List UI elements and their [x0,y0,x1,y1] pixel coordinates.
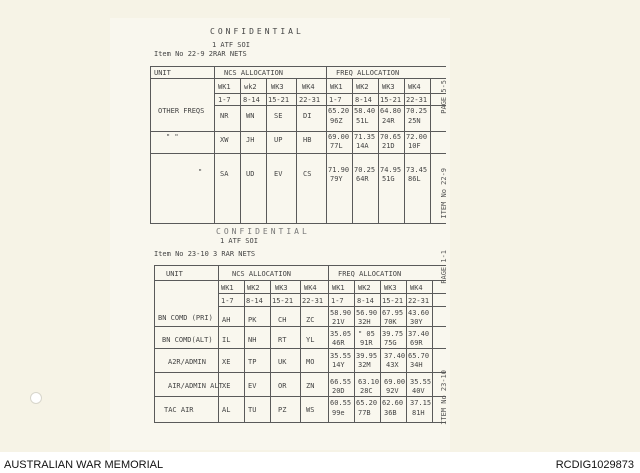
item1-row-ncs: JH [246,136,255,144]
item1-date-freq: 1-7 [329,96,342,104]
item1-row-ncs: EV [274,170,283,178]
item1-row-unit: OTHER FREQS [158,107,205,115]
item2-row-ncs: WS [306,406,315,414]
item2-row-chan: 32H [358,318,371,326]
item1-title-line1: 1 ATF SOI [212,41,250,49]
item2-row-chan: 34H [410,361,423,369]
item1-date-ncs: 15-21 [268,96,290,104]
item2-row-freq: 37.15 [410,399,432,407]
item2-rule [154,265,446,266]
item1-row-ncs: SE [274,112,283,120]
item1-wk-freq: WK4 [408,83,421,91]
item1-row-chan: 64R [356,175,369,183]
item2-wk-ncs: WK4 [304,284,317,292]
item2-wk-ncs: WK1 [221,284,234,292]
item2-row-ncs: ZN [306,382,315,390]
item2-row-ncs: YL [306,336,315,344]
item2-row-ncs: AH [222,316,231,324]
item1-row-chan: 51G [382,175,395,183]
item2-row-freq: 35.55 [330,352,352,360]
item1-row-chan: 24R [382,117,395,125]
item2-title-line2: Item No 23-10 3 RAR NETS [154,250,256,258]
item2-date-freq: 8-14 [357,297,374,305]
item1-date-freq: 22-31 [406,96,428,104]
item1-row-ncs: NR [220,112,229,120]
item2-row-freq: " 05 [358,330,375,338]
item1-wk-freq: WK2 [356,83,369,91]
item2-row-freq: 43.60 [408,309,430,317]
item1-col-rule [266,78,267,223]
item2-row-freq: 56.90 [356,309,378,317]
item2-row-chan: 69R [410,339,423,347]
item1-row-chan: 77L [330,142,343,150]
item2-wk-freq: WK1 [332,284,345,292]
item1-margin-page: PAGE 5-5 [440,80,448,114]
item2-row-chan: 36B [384,409,397,417]
item2-row-chan: 77B [358,409,371,417]
item1-col-rule [352,78,353,223]
item2-row-chan: 30Y [410,318,423,326]
item1-row-chan: 86L [408,175,421,183]
item2-wk-freq: WK4 [410,284,423,292]
item2-row-freq: 39.95 [356,352,378,360]
item1-row-ncs: SA [220,170,229,178]
item2-row-ncs: IL [222,336,231,344]
item1-row-chan: 25N [408,117,421,125]
item1-row-chan: 10F [408,142,421,150]
item2-wk-ncs: WK3 [275,284,288,292]
item2-row-freq: 63.10 [358,378,380,386]
item2-row-freq: 35.55 [410,378,432,386]
item1-row-freq: 71.90 [328,166,350,174]
item1-col-rule [150,66,151,223]
item1-wk-ncs: WK4 [302,83,315,91]
item1-row-freq: 74.95 [380,166,402,174]
item1-rule [150,78,446,79]
item2-head-freq: FREQ ALLOCATION [338,270,402,278]
item2-row-chan: 70K [384,318,397,326]
item2-row-ncs: TP [248,358,257,366]
item1-row-ncs: WN [246,112,255,120]
item2-row-ncs: EV [248,382,257,390]
item2-row-chan: 81H [412,409,425,417]
item1-row-freq: 69.00 [328,133,350,141]
item2-col-rule [432,280,433,422]
item2-rule [218,306,446,307]
item2-date-ncs: 1-7 [221,297,234,305]
item2-row-ncs: AL [222,406,231,414]
item2-row-freq: 35.05 [330,330,352,338]
item1-row-chan: 96Z [330,117,343,125]
item1-wk-freq: WK3 [382,83,395,91]
item1-row-unit: " [198,168,203,176]
item1-title-line2: Item No 22-9 2RAR NETS [154,50,247,58]
item2-row-chan: 46R [332,339,345,347]
item1-rule [150,223,446,224]
item1-row-freq: 70.25 [354,166,376,174]
item2-row-unit: A2R/ADMIN [168,358,206,366]
item2-row-ncs: XE [222,358,231,366]
item2-row-freq: 58.90 [330,309,352,317]
item1-row-freq: 73.45 [406,166,428,174]
item1-wk-ncs: WK1 [218,83,231,91]
item2-row-ncs: RT [278,336,287,344]
item2-row-freq: 39.75 [382,330,404,338]
item2-date-freq: 1-7 [331,297,344,305]
item1-wk-ncs: wk2 [244,83,257,91]
item2-margin-item: ITEM No 23-10 [440,370,448,425]
item2-row-unit: BN COMD(ALT) [162,336,213,344]
item1-row-unit: " " [166,133,179,141]
item2-row-ncs: OR [278,382,287,390]
item2-date-ncs: 15-21 [272,297,294,305]
item2-row-unit: AIR/ADMIN ALT [168,382,223,390]
item1-margin-item: ITEM No 22-9 [440,168,448,219]
classification-top: CONFIDENTIAL [210,27,304,36]
item2-row-unit: TAC AIR [164,406,194,414]
item1-date-ncs: 1-7 [218,96,231,104]
item1-row-ncs: HB [303,136,312,144]
item2-col-rule [270,280,271,422]
item2-row-chan: 21V [332,318,345,326]
item1-wk-freq: WK1 [330,83,343,91]
item1-rule [214,105,446,106]
item2-row-freq: 66.55 [330,378,352,386]
item2-title-line1: 1 ATF SOI [220,237,258,245]
item2-row-chan: 32M [358,361,371,369]
item2-row-freq: 37.40 [408,330,430,338]
signal-sheet [110,18,450,450]
archive-footer [0,456,640,473]
item1-rule [214,93,446,94]
item1-row-freq: 64.80 [380,107,402,115]
item2-col-rule [154,265,155,422]
item1-row-freq: 71.35 [354,133,376,141]
item2-col-rule [354,280,355,422]
item1-date-freq: 15-21 [380,96,402,104]
item1-col-rule [326,66,327,223]
item2-col-rule [300,280,301,422]
item1-row-freq: 58.40 [354,107,376,115]
item2-rule [154,422,446,423]
item1-row-ncs: XW [220,136,229,144]
item2-row-ncs: ZC [306,316,315,324]
item2-date-ncs: 8-14 [246,297,263,305]
item2-rule [218,293,446,294]
item2-head-unit: UNIT [166,270,183,278]
item2-col-rule [328,265,329,422]
item2-col-rule [406,280,407,422]
item2-row-ncs: TU [248,406,257,414]
item1-rule [150,66,446,67]
item2-row-freq: 62.60 [382,399,404,407]
item2-margin-page: PAGE 1-1 [440,250,448,284]
item1-col-rule [240,78,241,223]
item1-wk-ncs: WK3 [271,83,284,91]
item1-head-freq: FREQ ALLOCATION [336,69,400,77]
item1-row-chan: 14A [356,142,369,150]
footer-archive-name: AUSTRALIAN WAR MEMORIAL [4,459,164,471]
item2-row-freq: 37.40 [384,352,406,360]
item1-row-freq: 72.00 [406,133,428,141]
item2-row-ncs: XE [222,382,231,390]
item1-col-rule [296,78,297,223]
item2-row-freq: 65.20 [356,399,378,407]
item2-row-ncs: NH [248,336,257,344]
classification-mid: CONFIDENTIAL [216,227,310,236]
item2-date-ncs: 22-31 [302,297,324,305]
item2-row-freq: 65.70 [408,352,430,360]
item2-row-freq: 69.00 [384,378,406,386]
item2-row-ncs: PZ [278,406,287,414]
item2-col-rule [244,280,245,422]
item2-row-ncs: UK [278,358,287,366]
footer-record-id: RCDIG1029873 [555,459,634,471]
item1-row-freq: 65.20 [328,107,350,115]
item2-row-chan: 99e [332,409,345,417]
item2-row-ncs: CH [278,316,287,324]
item2-head-ncs: NCS ALLOCATION [232,270,292,278]
item1-col-rule [404,78,405,223]
item2-date-freq: 22-31 [408,297,430,305]
item2-row-freq: 60.55 [330,399,352,407]
item2-wk-freq: WK3 [384,284,397,292]
item2-row-chan: 43X [386,361,399,369]
item2-row-chan: 20D [332,387,345,395]
item1-rule [150,131,446,132]
item2-row-unit: BN COMD (PRI) [158,314,213,322]
item2-row-freq: 67.95 [382,309,404,317]
item1-head-unit: UNIT [154,69,171,77]
item1-row-freq: 70.25 [406,107,428,115]
item2-row-chan: 14Y [332,361,345,369]
item1-row-chan: 51L [356,117,369,125]
item2-row-chan: 40V [412,387,425,395]
item1-rule [150,153,446,154]
item1-row-ncs: DI [303,112,312,120]
item2-row-ncs: PK [248,316,257,324]
item1-col-rule [378,78,379,223]
item1-date-ncs: 22-31 [299,96,321,104]
item1-row-chan: 79Y [330,175,343,183]
item1-col-rule [214,66,215,223]
item2-wk-ncs: WK2 [247,284,260,292]
item1-row-chan: 21D [382,142,395,150]
item1-head-ncs: NCS ALLOCATION [224,69,284,77]
item1-date-freq: 8-14 [355,96,372,104]
item1-row-ncs: UD [246,170,255,178]
item2-row-ncs: MO [306,358,315,366]
item1-col-rule [430,78,431,223]
item2-row-chan: 75G [384,339,397,347]
item2-row-chan: 28C [360,387,373,395]
punch-hole [30,392,42,404]
item2-wk-freq: WK2 [358,284,371,292]
item2-date-freq: 15-21 [382,297,404,305]
item1-row-ncs: CS [303,170,312,178]
item2-col-rule [380,280,381,422]
item1-row-ncs: UP [274,136,283,144]
item1-date-ncs: 8-14 [243,96,260,104]
item2-col-rule [218,265,219,422]
item2-row-chan: 91R [360,339,373,347]
item2-row-chan: 92V [386,387,399,395]
item1-row-freq: 70.65 [380,133,402,141]
